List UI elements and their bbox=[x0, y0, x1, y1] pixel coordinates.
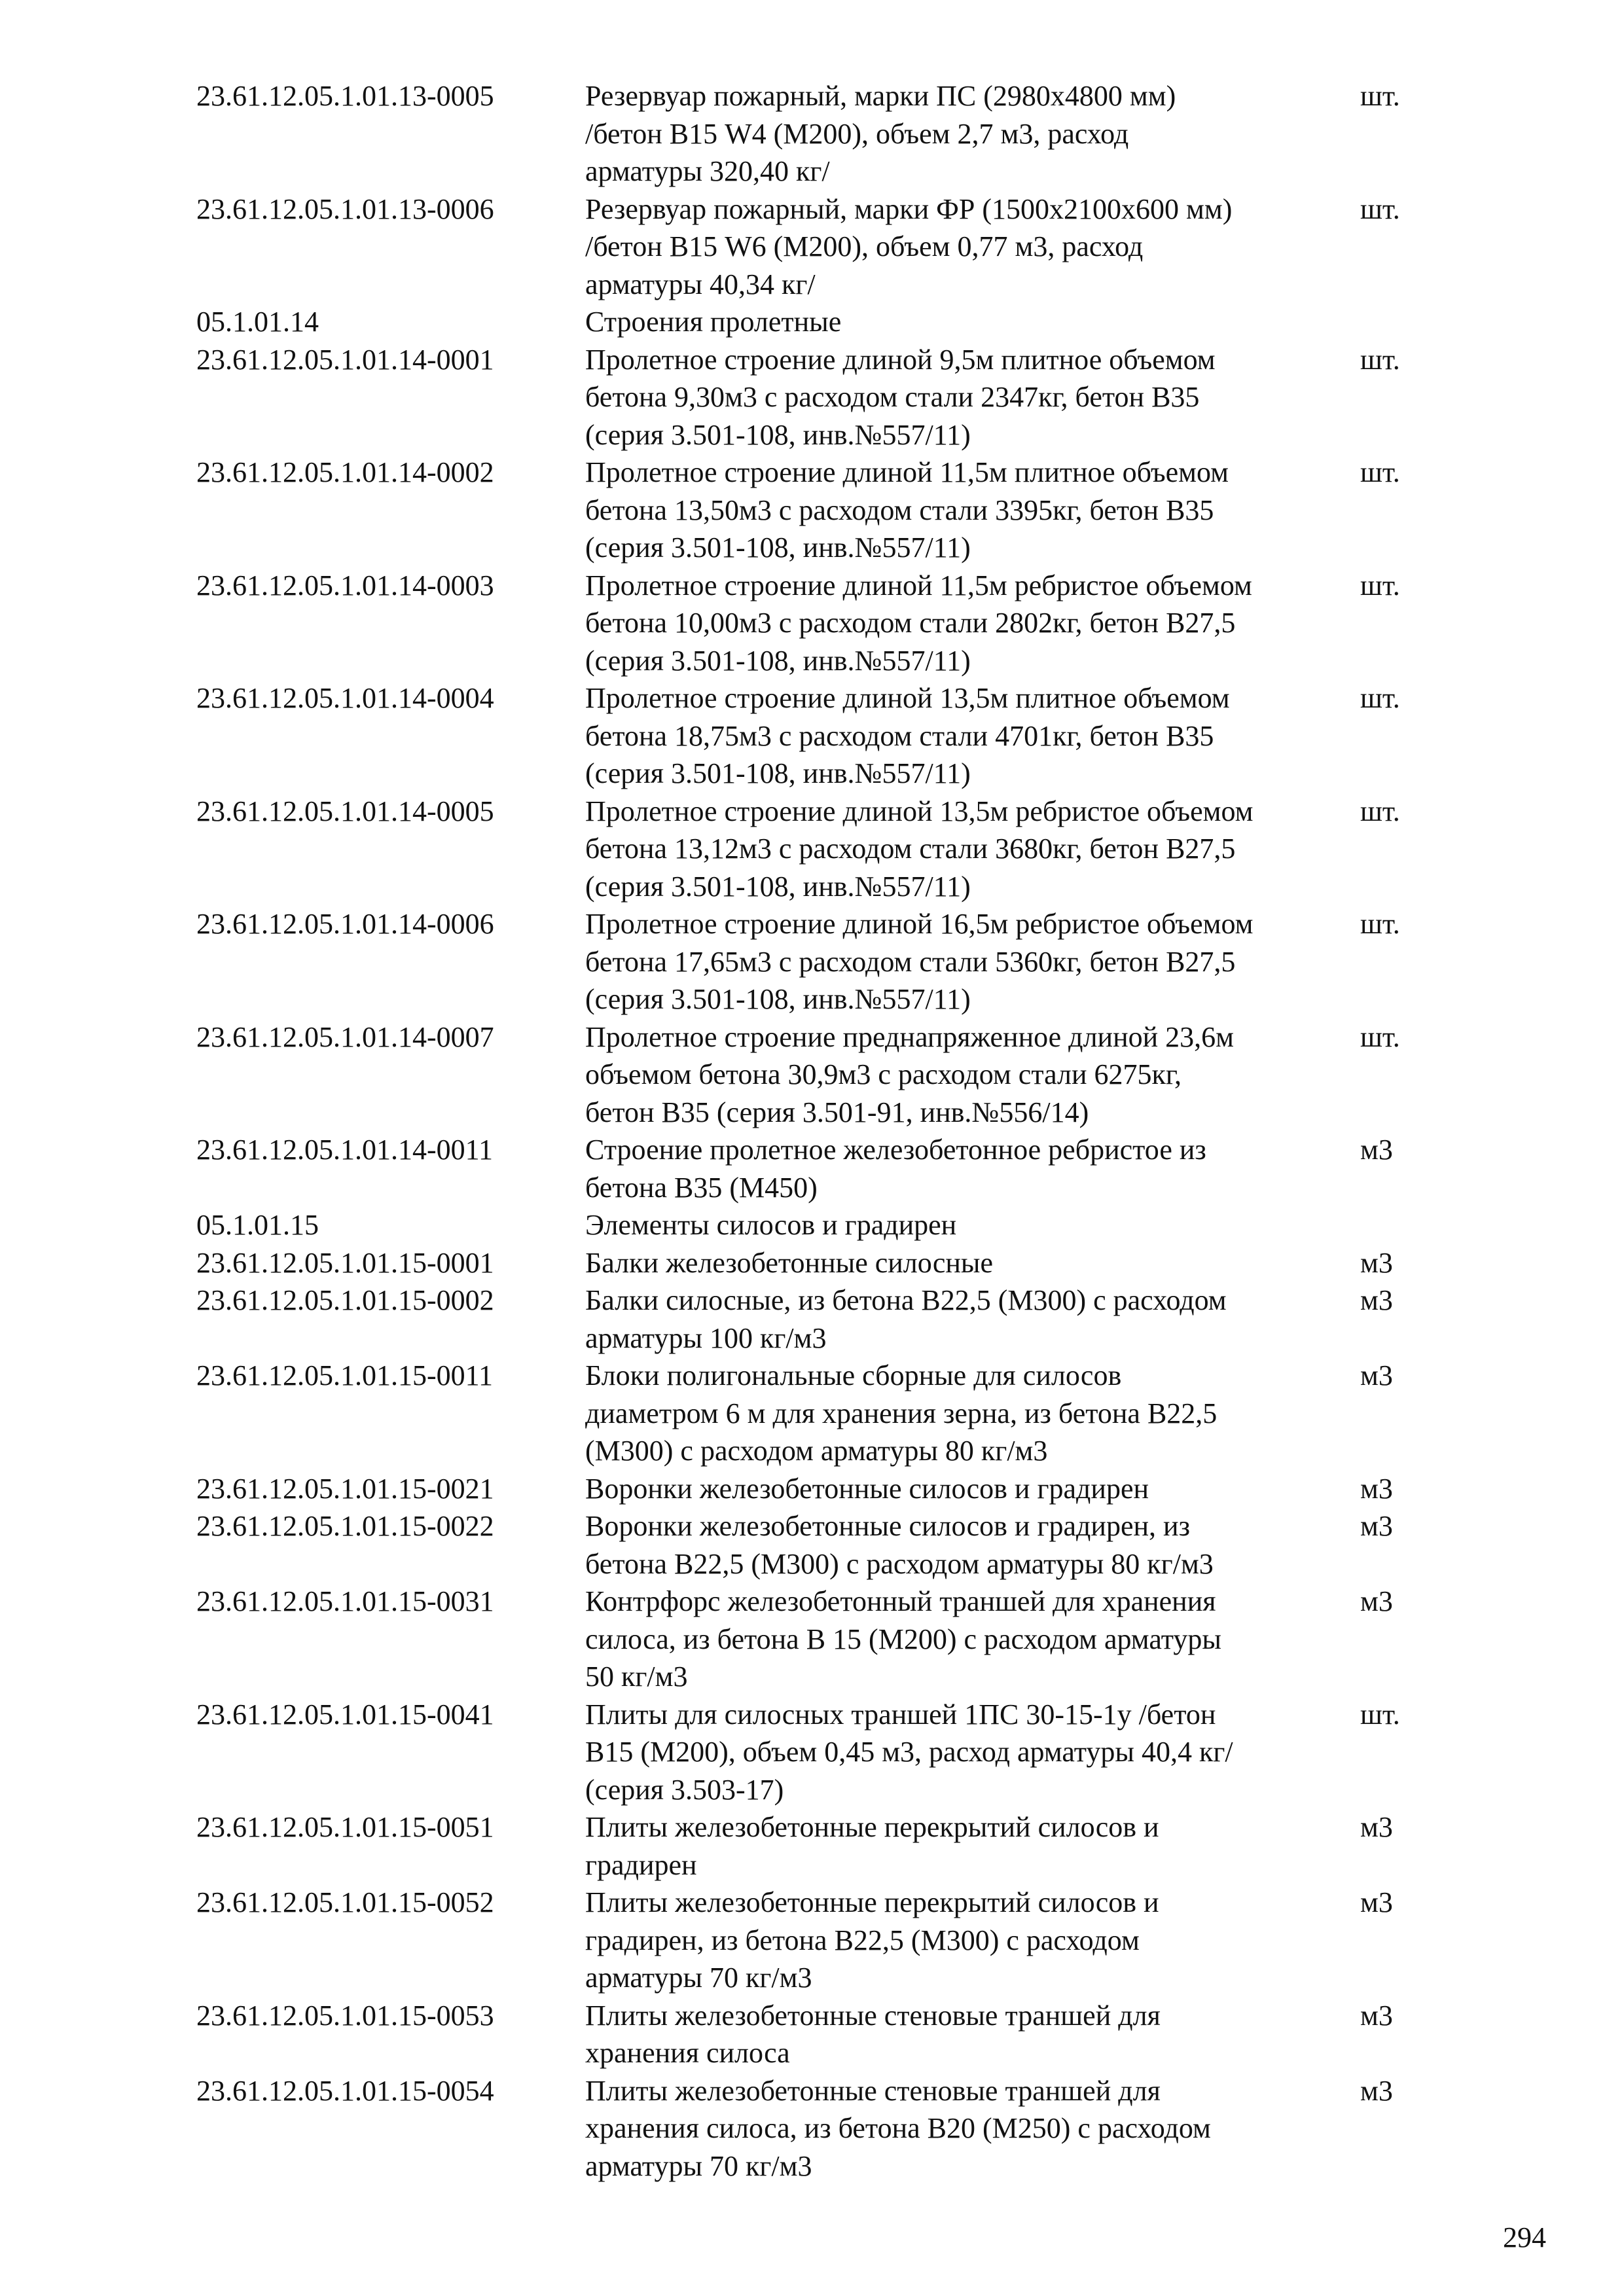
unit-of-measure: м3 bbox=[1360, 2074, 1393, 2107]
resource-description: Плиты железобетонные стеновые траншей для хранения силоса bbox=[585, 1999, 1161, 2069]
resource-description: Воронки железобетонные силосов и градирен, из бетона В22,5 (М300) с расходом арматуры 80 кг/м3 bbox=[585, 1510, 1214, 1580]
resource-description: Контрфорс железобетонный траншей для хранения силоса, из бетона В 15 (М200) с расходом арматуры 50 кг/м3 bbox=[585, 1585, 1221, 1693]
unit-of-measure: шт. bbox=[1360, 908, 1400, 940]
table-row bbox=[196, 793, 1440, 906]
resource-code: 23.61.12.05.1.01.15-0001 bbox=[196, 1246, 494, 1279]
table-row bbox=[196, 679, 1440, 793]
resource-code: 23.61.12.05.1.01.15-0021 bbox=[196, 1472, 494, 1505]
resource-code: 23.61.12.05.1.01.15-0031 bbox=[196, 1585, 494, 1617]
resource-code: 23.61.12.05.1.01.14-0005 bbox=[196, 795, 494, 827]
unit-of-measure: шт. bbox=[1360, 682, 1400, 714]
resource-description: Строение пролетное железобетонное ребристое из бетона В35 (М450) bbox=[585, 1134, 1206, 1204]
table-row bbox=[196, 454, 1440, 567]
resource-description: Пролетное строение длиной 13,5м ребристое объемом бетона 13,12м3 с расходом стали 3680кг, бетон В27,5 (серия 3.501-108, инв.№557/11) bbox=[585, 795, 1254, 903]
resource-description: Плиты железобетонные перекрытий силосов и градирен, из бетона В22,5 (М300) с расходом арматуры 70 кг/м3 bbox=[585, 1886, 1159, 1994]
resource-code: 23.61.12.05.1.01.15-0011 bbox=[196, 1359, 494, 1391]
table-row bbox=[196, 1282, 1440, 1357]
table-row bbox=[196, 2072, 1440, 2185]
resource-description: Плиты железобетонные стеновые траншей для хранения силоса, из бетона В20 (М250) с расходом арматуры 70 кг/м3 bbox=[585, 2074, 1211, 2182]
table-row bbox=[196, 1244, 1440, 1282]
unit-of-measure: м3 bbox=[1360, 1284, 1393, 1316]
unit-of-measure: шт. bbox=[1360, 456, 1400, 488]
resource-description: Воронки железобетонные силосов и градирен bbox=[585, 1472, 1149, 1505]
resource-description: Плиты железобетонные перекрытий силосов и градирен bbox=[585, 1811, 1159, 1881]
resource-description: Балки железобетонные силосные bbox=[585, 1246, 994, 1279]
resource-code: 23.61.12.05.1.01.13-0006 bbox=[196, 192, 494, 225]
resource-description: Пролетное строение преднапряженное длиной 23,6м объемом бетона 30,9м3 с расходом стали 6275кг, бетон В35 (серия 3.501-91, инв.№556/14) bbox=[585, 1020, 1235, 1128]
resource-description: Пролетное строение длиной 13,5м плитное объемом бетона 18,75м3 с расходом стали 4701кг, бетон В35 (серия 3.501-108, инв.№557/11) bbox=[585, 682, 1230, 789]
resource-description: Плиты для силосных траншей 1ПС 30-15-1у /бетон В15 (М200), объем 0,45 м3, расход арматуры 40,4 кг/ (серия 3.503-17) bbox=[585, 1698, 1233, 1806]
unit-of-measure: шт. bbox=[1360, 343, 1400, 376]
table-row bbox=[196, 341, 1440, 454]
section-header-row bbox=[196, 303, 1440, 341]
table-row bbox=[196, 1131, 1440, 1206]
table-row bbox=[196, 1997, 1440, 2072]
unit-of-measure: м3 bbox=[1360, 1811, 1393, 1843]
section-title: Элементы силосов и градирен bbox=[585, 1209, 957, 1241]
unit-of-measure: м3 bbox=[1360, 1510, 1393, 1542]
unit-of-measure: шт. bbox=[1360, 1020, 1400, 1053]
table-row bbox=[196, 567, 1440, 680]
unit-of-measure: м3 bbox=[1360, 1134, 1393, 1166]
unit-of-measure: м3 bbox=[1360, 1585, 1393, 1617]
resource-description: Пролетное строение длиной 16,5м ребристое объемом бетона 17,65м3 с расходом стали 5360кг, бетон В27,5 (серия 3.501-108, инв.№557/11) bbox=[585, 908, 1254, 1015]
resource-code: 23.61.12.05.1.01.14-0011 bbox=[196, 1134, 494, 1166]
unit-of-measure: шт. bbox=[1360, 192, 1400, 225]
table-row bbox=[196, 1357, 1440, 1470]
resource-code: 23.61.12.05.1.01.14-0006 bbox=[196, 908, 494, 940]
resource-code: 23.61.12.05.1.01.15-0052 bbox=[196, 1886, 494, 1918]
resource-description: Резервуар пожарный, марки ФР (1500х2100х600 мм) /бетон В15 W6 (М200), объем 0,77 м3, расход арматуры 40,34 кг/ bbox=[585, 192, 1233, 300]
table-row bbox=[196, 1583, 1440, 1696]
page-number: 294 bbox=[1503, 2221, 1546, 2253]
table-row bbox=[196, 1884, 1440, 1997]
resource-description: Пролетное строение длиной 9,5м плитное объемом бетона 9,30м3 с расходом стали 2347кг, бетон В35 (серия 3.501-108, инв.№557/11) bbox=[585, 343, 1216, 451]
table-row bbox=[196, 905, 1440, 1018]
unit-of-measure: м3 bbox=[1360, 1886, 1393, 1918]
unit-of-measure: м3 bbox=[1360, 1359, 1393, 1391]
unit-of-measure: м3 bbox=[1360, 1999, 1393, 2032]
table-row bbox=[196, 1696, 1440, 1809]
resource-code: 05.1.01.14 bbox=[196, 306, 319, 338]
resource-code: 23.61.12.05.1.01.14-0001 bbox=[196, 343, 494, 376]
unit-of-measure: м3 bbox=[1360, 1246, 1393, 1279]
table-row bbox=[196, 1470, 1440, 1508]
resource-classifier-table bbox=[196, 77, 1440, 2185]
section-header-row bbox=[196, 1206, 1440, 1244]
resource-description: Пролетное строение длиной 11,5м ребристое объемом бетона 10,00м3 с расходом стали 2802кг, бетон В27,5 (серия 3.501-108, инв.№557/11) bbox=[585, 569, 1252, 677]
resource-code: 23.61.12.05.1.01.15-0002 bbox=[196, 1284, 494, 1316]
table-row bbox=[196, 1507, 1440, 1583]
unit-of-measure: шт. bbox=[1360, 795, 1400, 827]
resource-description: Балки силосные, из бетона В22,5 (М300) с расходом арматуры 100 кг/м3 bbox=[585, 1284, 1227, 1354]
resource-description: Блоки полигональные сборные для силосов диаметром 6 м для хранения зерна, из бетона В22,5 (М300) с расходом арматуры 80 кг/м3 bbox=[585, 1359, 1218, 1467]
unit-of-measure: шт. bbox=[1360, 1698, 1400, 1731]
resource-code: 23.61.12.05.1.01.15-0053 bbox=[196, 1999, 494, 2032]
resource-code: 23.61.12.05.1.01.13-0005 bbox=[196, 80, 494, 112]
resource-code: 23.61.12.05.1.01.14-0002 bbox=[196, 456, 494, 488]
table-row bbox=[196, 1018, 1440, 1132]
resource-code: 23.61.12.05.1.01.15-0022 bbox=[196, 1510, 494, 1542]
resource-description: Пролетное строение длиной 11,5м плитное объемом бетона 13,50м3 с расходом стали 3395кг, бетон В35 (серия 3.501-108, инв.№557/11) bbox=[585, 456, 1229, 564]
table-row bbox=[196, 190, 1440, 304]
resource-code: 23.61.12.05.1.01.14-0004 bbox=[196, 682, 494, 714]
resource-code: 23.61.12.05.1.01.15-0051 bbox=[196, 1811, 494, 1843]
table-row bbox=[196, 1808, 1440, 1884]
unit-of-measure: м3 bbox=[1360, 1472, 1393, 1505]
resource-description: Резервуар пожарный, марки ПС (2980х4800 мм) /бетон В15 W4 (М200), объем 2,7 м3, расход арматуры 320,40 кг/ bbox=[585, 80, 1176, 187]
resource-code: 23.61.12.05.1.01.14-0003 bbox=[196, 569, 494, 601]
unit-of-measure: шт. bbox=[1360, 80, 1400, 112]
resource-code: 23.61.12.05.1.01.14-0007 bbox=[196, 1020, 494, 1053]
unit-of-measure: шт. bbox=[1360, 569, 1400, 601]
table-row bbox=[196, 77, 1440, 190]
resource-code: 23.61.12.05.1.01.15-0054 bbox=[196, 2074, 494, 2107]
resource-code: 23.61.12.05.1.01.15-0041 bbox=[196, 1698, 494, 1731]
section-title: Строения пролетные bbox=[585, 306, 842, 338]
resource-code: 05.1.01.15 bbox=[196, 1209, 319, 1241]
